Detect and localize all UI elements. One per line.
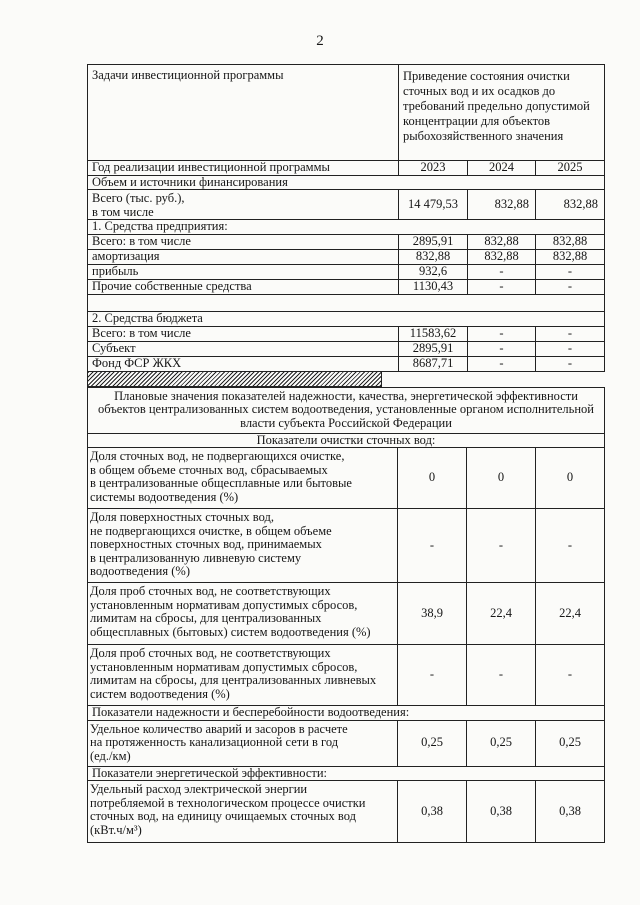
spacer-row [88, 294, 605, 311]
task-label: Задачи инвестиционной программы [88, 65, 399, 161]
indicator-line: сточных вод, на единицу очищаемых сточных вод [90, 809, 356, 823]
indicator-line: (ед./км) [90, 748, 131, 763]
indicator-line: лимитам на сбросы, для централизованных ливневых [90, 673, 377, 687]
indicator-line: общесплавных (бытовых) систем водоотведения (%) [90, 624, 371, 639]
indicator-line: Доля проб сточных вод, не соответствующих [90, 584, 331, 598]
budget-value: 8687,71 [399, 356, 468, 371]
indicator-line: Удельное количество аварий и засоров в расчете [90, 721, 348, 736]
energy-title: Показатели энергетической эффективности: [88, 766, 605, 781]
indicator-line: в централизованную ливневую систему [90, 550, 302, 565]
enterprise-value: 932,6 [399, 264, 468, 279]
budget-row-label: Субъект [88, 341, 399, 356]
budget-row-label: Фонд ФСР ЖКХ [88, 356, 399, 371]
indicator-line: Доля сточных вод, не подвергающихся очистке, [90, 449, 345, 463]
budget-value: - [536, 326, 605, 341]
indicator-value: - [467, 509, 536, 583]
budget-value: - [468, 356, 536, 371]
indicator-value: - [467, 645, 536, 706]
indicator-line: системы водоотведения (%) [90, 489, 239, 504]
indicator-value: 0 [467, 448, 536, 509]
budget-row-label: Всего: в том числе [88, 326, 399, 341]
treatment-title: Показатели очистки сточных вод: [88, 433, 605, 448]
enterprise-value: 832,88 [536, 234, 605, 249]
indicator-label [88, 720, 398, 766]
indicator-label [88, 509, 398, 583]
indicator-value: - [536, 645, 605, 706]
indicator-line: на протяженность канализационной сети в год [90, 735, 339, 749]
budget-value: 2895,91 [399, 341, 468, 356]
indicator-value: 0,38 [398, 781, 467, 843]
enterprise-value: 2895,91 [399, 234, 468, 249]
total-value: 832,88 [468, 190, 536, 220]
indicator-label [88, 781, 398, 843]
indicator-line: не подвергающихся очистке, в общем объеме [90, 523, 332, 538]
indicator-line: водоотведения (%) [90, 564, 190, 578]
indicator-value: 38,9 [398, 583, 467, 645]
indicator-line: Доля поверхностных сточных вод, [90, 510, 274, 524]
funding-table [87, 64, 605, 372]
indicator-line: установленным нормативам допустимых сбросов, [90, 659, 358, 674]
enterprise-value: - [468, 264, 536, 279]
enterprise-row-label: амортизация [88, 249, 399, 264]
total-label [88, 190, 399, 220]
total-label-line: в том числе [92, 205, 154, 219]
year-cell: 2025 [536, 161, 605, 176]
budget-value: 11583,62 [399, 326, 468, 341]
total-label-line: Всего (тыс. руб.), [92, 191, 185, 205]
enterprise-row-label: Прочие собственные средства [88, 279, 399, 294]
budget-value: - [536, 341, 605, 356]
enterprise-row-label: Всего: в том числе [88, 234, 399, 249]
indicator-value: 0 [536, 448, 605, 509]
budget-value: - [468, 341, 536, 356]
task-value: Приведение состояния очистки сточных вод и их осадков до требований предельно допустимой концентрации для объектов рыбохозяйственного значения [399, 65, 605, 161]
indicator-value: 0,38 [536, 781, 605, 843]
reliability-title: Показатели надежности и бесперебойности водоотведения: [88, 706, 605, 721]
enterprise-value: 832,88 [399, 249, 468, 264]
year-cell: 2023 [399, 161, 468, 176]
indicator-line: Удельный расход электрической энергии [90, 782, 308, 796]
enterprise-value: 1130,43 [399, 279, 468, 294]
indicator-value: 0,25 [536, 720, 605, 766]
total-value: 14 479,53 [399, 190, 468, 220]
indicator-line: лимитам на сбросы, для централизованных [90, 611, 322, 625]
indicator-label [88, 583, 398, 645]
funding-title: Объем и источники финансирования [88, 175, 605, 190]
budget-value: - [468, 326, 536, 341]
indicator-line: Доля проб сточных вод, не соответствующих [90, 646, 331, 660]
enterprise-value: 832,88 [536, 249, 605, 264]
indicator-label [88, 645, 398, 706]
indicator-value: - [536, 509, 605, 583]
indicator-value: 22,4 [536, 583, 605, 645]
indicator-line: в централизованные общесплавные или бытовые [90, 476, 352, 490]
indicator-value: 22,4 [467, 583, 536, 645]
indicator-value: - [398, 645, 467, 706]
enterprise-value: 832,88 [468, 234, 536, 249]
years-label: Год реализации инвестиционной программы [88, 161, 399, 176]
budget-title: 2. Средства бюджета [88, 311, 605, 326]
indicator-line: в общем объеме сточных вод, сбрасываемых [90, 462, 328, 477]
page-number: 2 [316, 33, 324, 49]
indicator-line: потребляемой в технологическом процессе очистки [90, 795, 366, 810]
total-value: 832,88 [536, 190, 605, 220]
indicator-line: систем водоотведения (%) [90, 686, 230, 701]
indicator-line: (кВт.ч/м³) [90, 822, 142, 837]
indicator-label [88, 448, 398, 509]
indicator-value: 0,25 [398, 720, 467, 766]
budget-value: - [536, 356, 605, 371]
enterprise-row-label: прибыль [88, 264, 399, 279]
enterprise-title: 1. Средства предприятия: [88, 220, 605, 235]
investment-program-document [87, 64, 604, 843]
indicator-value: - [398, 509, 467, 583]
indicators-table [87, 387, 605, 844]
enterprise-value: 832,88 [468, 249, 536, 264]
indicator-line: установленным нормативам допустимых сбросов, [90, 597, 358, 612]
indicator-line: поверхностных сточных вод, принимаемых [90, 537, 322, 551]
indicators-title: Плановые значения показателей надежности, качества, энергетической эффективности объектов централизованных систем водоотведения, установленные органом исполнительной власти субъекта Российской Федерации [88, 387, 605, 433]
enterprise-value: - [468, 279, 536, 294]
indicator-value: 0,25 [467, 720, 536, 766]
enterprise-value: - [536, 264, 605, 279]
indicator-value: 0 [398, 448, 467, 509]
hatched-separator [87, 372, 382, 387]
indicator-value: 0,38 [467, 781, 536, 843]
year-cell: 2024 [468, 161, 536, 176]
enterprise-value: - [536, 279, 605, 294]
